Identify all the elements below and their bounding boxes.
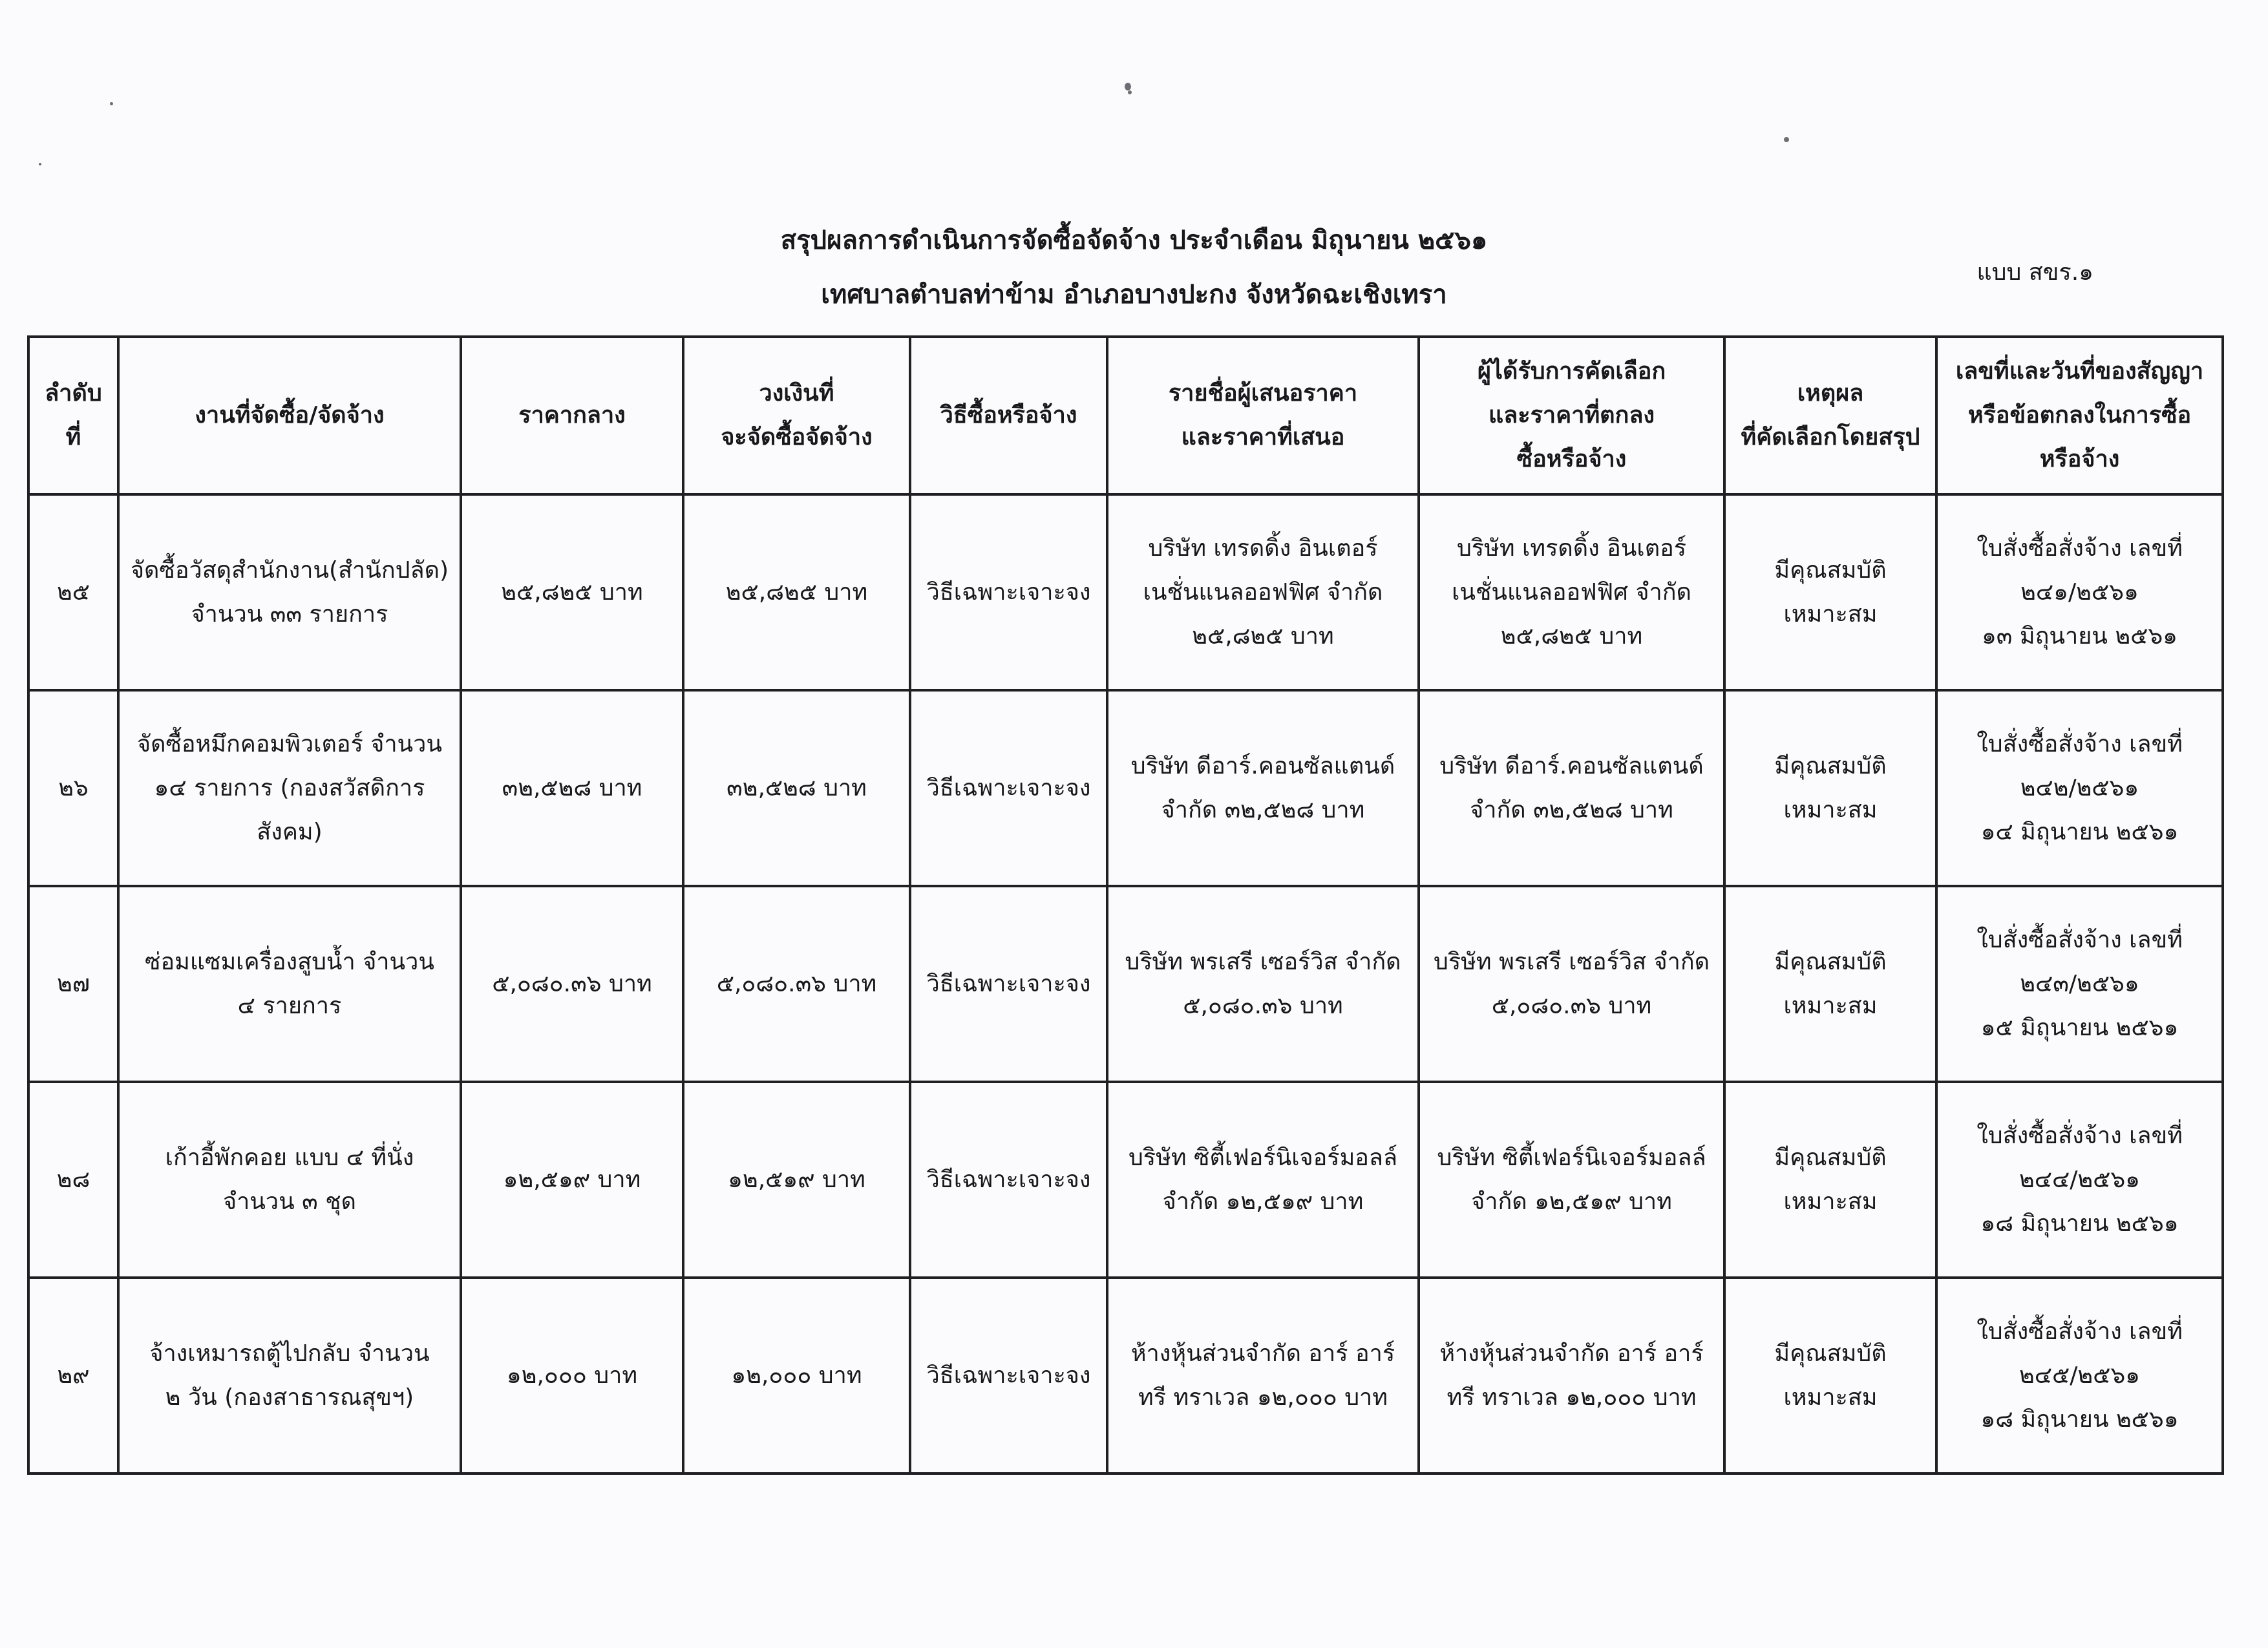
cell-text-line: บริษัท พรเสรี เซอร์วิส จำกัด: [1433, 948, 1710, 975]
cell-item: [118, 1278, 461, 1474]
cell-text-line: มีคุณสมบัติ: [1774, 1340, 1887, 1367]
cell-text-line: จัดซื้อหมึกคอมพิวเตอร์ จำนวน: [137, 730, 442, 757]
procurement-summary-table: [27, 335, 2224, 1475]
scan-speck: [110, 102, 113, 105]
header-contract: [1936, 337, 2223, 494]
scan-speck: [1128, 90, 1132, 94]
cell-text-line: บริษัท เทรดดิ้ง อินเตอร์: [1148, 534, 1378, 562]
cell-selected: [1419, 494, 1724, 690]
header-text-line: เลขที่และวันที่ของสัญญา: [1955, 358, 2204, 385]
cell-text-line: ใบสั่งซื้อสั่งจ้าง เลขที่: [1977, 534, 2183, 562]
cell-text-line: บริษัท พรเสรี เซอร์วิส จำกัด: [1125, 948, 1401, 975]
cell-text-line: ๒๕,๘๒๕ บาท: [1192, 622, 1334, 650]
header-selected: [1419, 337, 1724, 494]
cell-text-line: ใบสั่งซื้อสั่งจ้าง เลขที่: [1977, 730, 2183, 757]
cell-text-line: สังคม): [257, 818, 323, 845]
cell-text-line: วิธีเฉพาะเจาะจง: [926, 1166, 1091, 1193]
cell-text-line: เนชั่นแนลออฟฟิศ จำกัด: [1452, 578, 1691, 606]
table-row: [28, 690, 2223, 886]
header-text-line: ผู้ได้รับการคัดเลือก: [1477, 358, 1666, 385]
header-text-line: หรือข้อตกลงในการซื้อ: [1967, 402, 2192, 428]
header-text-line: หรือจ้าง: [2039, 446, 2120, 472]
cell-text-line: ๒๕,๘๒๕ บาท: [501, 578, 643, 606]
cell-reason: [1724, 494, 1936, 690]
cell-text-line: จำนวน ๓ ชุด: [222, 1188, 357, 1215]
cell-item: [118, 690, 461, 886]
header-text-line: จะจัดซื้อจัดจ้าง: [721, 424, 873, 450]
header-text-line: ราคากลาง: [518, 402, 626, 428]
header-text-line: วงเงินที่: [759, 380, 834, 407]
cell-method: [910, 690, 1107, 886]
header-text-line: และราคาที่เสนอ: [1181, 424, 1345, 450]
cell-text-line: ทรี ทราเวล ๑๒,๐๐๐ บาท: [1138, 1384, 1388, 1411]
cell-text-line: ๔ รายการ: [237, 992, 342, 1019]
cell-text-line: บริษัท ดีอาร์.คอนซัลแตนด์: [1130, 752, 1395, 779]
cell-reason: [1724, 690, 1936, 886]
cell-text-line: ๕,๐๘๐.๓๖ บาท: [1491, 992, 1652, 1019]
cell-text-line: ๑๔ มิถุนายน ๒๕๖๑: [1980, 818, 2179, 845]
cell-text-line: ๕,๐๘๐.๓๖ บาท: [1183, 992, 1343, 1019]
cell-text-line: บริษัท ซิตี้เฟอร์นิเจอร์มอลล์: [1437, 1144, 1706, 1171]
cell-method: [910, 1278, 1107, 1474]
scan-speck: [1784, 137, 1789, 142]
cell-text-line: จำกัด ๑๒,๕๑๙ บาท: [1162, 1188, 1364, 1215]
cell-reason: [1724, 1082, 1936, 1278]
cell-item: [118, 1082, 461, 1278]
document-title: สรุปผลการดำเนินการจัดซื้อจัดจ้าง ประจำเดือน มิถุนายน ๒๕๖๑: [780, 226, 1488, 255]
cell-budget: [683, 494, 910, 690]
cell-text-line: ๒๕,๘๒๕ บาท: [725, 578, 868, 606]
document-header: [0, 213, 2268, 322]
header-text-line: ซื้อหรือจ้าง: [1516, 446, 1627, 472]
header-text-line: ที่คัดเลือกโดยสรุป: [1741, 424, 1920, 450]
table-body: [28, 494, 2223, 1474]
cell-text-line: จำกัด ๓๒,๕๒๘ บาท: [1161, 796, 1365, 823]
cell-text-line: ๒ วัน (กองสาธารณสุขฯ): [165, 1384, 414, 1411]
cell-text-line: ๑๘ มิถุนายน ๒๕๖๑: [1980, 1210, 2179, 1237]
cell-bidders: [1107, 1082, 1419, 1278]
cell-text-line: ๑๓ มิถุนายน ๒๕๖๑: [1981, 622, 2178, 650]
header-method: [910, 337, 1107, 494]
cell-text-line: บริษัท เทรดดิ้ง อินเตอร์: [1456, 534, 1687, 562]
cell-seq: [28, 1278, 118, 1474]
cell-text-line: จัดซื้อวัสดุสำนักงาน(สำนักปลัด): [130, 556, 449, 584]
cell-seq: [28, 690, 118, 886]
cell-text-line: ๑๕ มิถุนายน ๒๕๖๑: [1980, 1014, 2179, 1041]
table-row: [28, 1278, 2223, 1474]
cell-bidders: [1107, 886, 1419, 1082]
cell-bidders: [1107, 494, 1419, 690]
cell-text-line: วิธีเฉพาะเจาะจง: [926, 578, 1091, 606]
cell-text-line: ๒๔๓/๒๕๖๑: [2020, 970, 2139, 997]
cell-median-price: [461, 1082, 683, 1278]
cell-text-line: จำนวน ๓๓ รายการ: [191, 600, 388, 628]
cell-text-line: เนชั่นแนลออฟฟิศ จำกัด: [1143, 578, 1383, 606]
table-row: [28, 494, 2223, 690]
cell-text-line: เหมาะสม: [1783, 1188, 1878, 1215]
cell-budget: [683, 1278, 910, 1474]
cell-text-line: เหมาะสม: [1783, 600, 1878, 628]
document-subtitle: เทศบาลตำบลท่าข้าม อำเภอบางปะกง จังหวัดฉะเชิงเทรา: [821, 280, 1447, 310]
cell-seq: [28, 886, 118, 1082]
cell-text-line: ๑๔ รายการ (กองสวัสดิการ: [154, 774, 425, 801]
cell-text-line: ใบสั่งซื้อสั่งจ้าง เลขที่: [1977, 1318, 2183, 1345]
cell-text-line: ทรี ทราเวล ๑๒,๐๐๐ บาท: [1447, 1384, 1697, 1411]
cell-budget: [683, 886, 910, 1082]
cell-selected: [1419, 1082, 1724, 1278]
cell-text-line: มีคุณสมบัติ: [1774, 1144, 1887, 1171]
cell-selected: [1419, 690, 1724, 886]
cell-text-line: ใบสั่งซื้อสั่งจ้าง เลขที่: [1977, 1122, 2183, 1149]
cell-bidders: [1107, 1278, 1419, 1474]
cell-text-line: มีคุณสมบัติ: [1774, 948, 1887, 975]
cell-budget: [683, 690, 910, 886]
cell-selected: [1419, 1278, 1724, 1474]
cell-text-line: ใบสั่งซื้อสั่งจ้าง เลขที่: [1977, 926, 2183, 953]
cell-text-line: ๑๘ มิถุนายน ๒๕๖๑: [1980, 1406, 2179, 1433]
header-text-line: ลำดับที่: [45, 380, 102, 450]
cell-median-price: [461, 690, 683, 886]
scan-speck: [39, 163, 41, 165]
cell-contract: [1936, 494, 2223, 690]
cell-text-line: มีคุณสมบัติ: [1774, 752, 1887, 779]
form-code: แบบ สขร.๑: [1977, 259, 2093, 286]
cell-text-line: ๕,๐๘๐.๓๖ บาท: [716, 970, 877, 997]
cell-text-line: ๑๒,๐๐๐ บาท: [731, 1362, 862, 1389]
header-item: [118, 337, 461, 494]
cell-text-line: จ้างเหมารถตู้ไปกลับ จำนวน: [149, 1340, 430, 1367]
cell-selected: [1419, 886, 1724, 1082]
cell-median-price: [461, 494, 683, 690]
header-reason: [1724, 337, 1936, 494]
cell-text-line: เหมาะสม: [1783, 1384, 1878, 1411]
cell-text-line: เก้าอี้พักคอย แบบ ๔ ที่นั่ง: [165, 1144, 414, 1171]
cell-text-line: ๒๕,๘๒๕ บาท: [1500, 622, 1643, 650]
cell-contract: [1936, 1278, 2223, 1474]
cell-contract: [1936, 886, 2223, 1082]
scan-speck: [1125, 83, 1131, 90]
cell-method: [910, 494, 1107, 690]
cell-text-line: ๒๗: [57, 970, 90, 997]
cell-text-line: จำกัด ๑๒,๕๑๙ บาท: [1471, 1188, 1672, 1215]
cell-median-price: [461, 1278, 683, 1474]
cell-text-line: มีคุณสมบัติ: [1774, 556, 1887, 584]
cell-text-line: ๒๖: [58, 774, 89, 801]
cell-text-line: ๑๒,๐๐๐ บาท: [506, 1362, 638, 1389]
cell-text-line: ๒๔๔/๒๕๖๑: [2019, 1166, 2141, 1193]
cell-item: [118, 494, 461, 690]
cell-text-line: ห้างหุ้นส่วนจำกัด อาร์ อาร์: [1439, 1340, 1704, 1367]
table-header: [28, 337, 2223, 494]
cell-reason: [1724, 1278, 1936, 1474]
cell-budget: [683, 1082, 910, 1278]
cell-seq: [28, 494, 118, 690]
cell-text-line: ๓๒,๕๒๘ บาท: [502, 774, 642, 801]
header-text-line: และราคาที่ตกลง: [1489, 402, 1655, 428]
cell-text-line: ห้างหุ้นส่วนจำกัด อาร์ อาร์: [1130, 1340, 1395, 1367]
cell-median-price: [461, 886, 683, 1082]
table-row: [28, 1082, 2223, 1278]
header-text-line: งานที่จัดซื้อ/จัดจ้าง: [195, 402, 385, 428]
cell-text-line: วิธีเฉพาะเจาะจง: [926, 774, 1091, 801]
cell-text-line: ๒๔๒/๒๕๖๑: [2020, 774, 2139, 801]
cell-text-line: บริษัท ซิตี้เฟอร์นิเจอร์มอลล์: [1128, 1144, 1398, 1171]
table-row: [28, 886, 2223, 1082]
header-text-line: เหตุผล: [1797, 380, 1864, 407]
cell-text-line: บริษัท ดีอาร์.คอนซัลแตนด์: [1439, 752, 1704, 779]
header-budget: [683, 337, 910, 494]
header-bidders: [1107, 337, 1419, 494]
cell-seq: [28, 1082, 118, 1278]
header-seq: [28, 337, 118, 494]
header-text-line: วิธีซื้อหรือจ้าง: [940, 402, 1077, 428]
cell-text-line: ๒๔๕/๒๕๖๑: [2019, 1362, 2141, 1389]
cell-text-line: จำกัด ๓๒,๕๒๘ บาท: [1470, 796, 1673, 823]
cell-text-line: ๒๙: [57, 1362, 90, 1389]
cell-contract: [1936, 1082, 2223, 1278]
cell-item: [118, 886, 461, 1082]
cell-text-line: ๓๒,๕๒๘ บาท: [726, 774, 867, 801]
cell-text-line: ซ่อมแซมเครื่องสูบน้ำ จำนวน: [145, 948, 434, 975]
cell-text-line: วิธีเฉพาะเจาะจง: [926, 970, 1091, 997]
header-median-price: [461, 337, 683, 494]
cell-text-line: ๒๘: [56, 1166, 90, 1193]
cell-reason: [1724, 886, 1936, 1082]
cell-text-line: ๒๔๑/๒๕๖๑: [2020, 578, 2139, 606]
cell-text-line: วิธีเฉพาะเจาะจง: [926, 1362, 1091, 1389]
cell-text-line: ๑๒,๕๑๙ บาท: [503, 1166, 641, 1193]
header-text-line: รายชื่อผู้เสนอราคา: [1168, 380, 1358, 407]
cell-text-line: เหมาะสม: [1783, 796, 1878, 823]
cell-method: [910, 1082, 1107, 1278]
cell-bidders: [1107, 690, 1419, 886]
header-row: [28, 337, 2223, 494]
cell-contract: [1936, 690, 2223, 886]
cell-text-line: ๕,๐๘๐.๓๖ บาท: [492, 970, 652, 997]
cell-text-line: ๑๒,๕๑๙ บาท: [728, 1166, 865, 1193]
cell-text-line: ๒๕: [57, 578, 90, 606]
cell-text-line: เหมาะสม: [1783, 992, 1878, 1019]
cell-method: [910, 886, 1107, 1082]
